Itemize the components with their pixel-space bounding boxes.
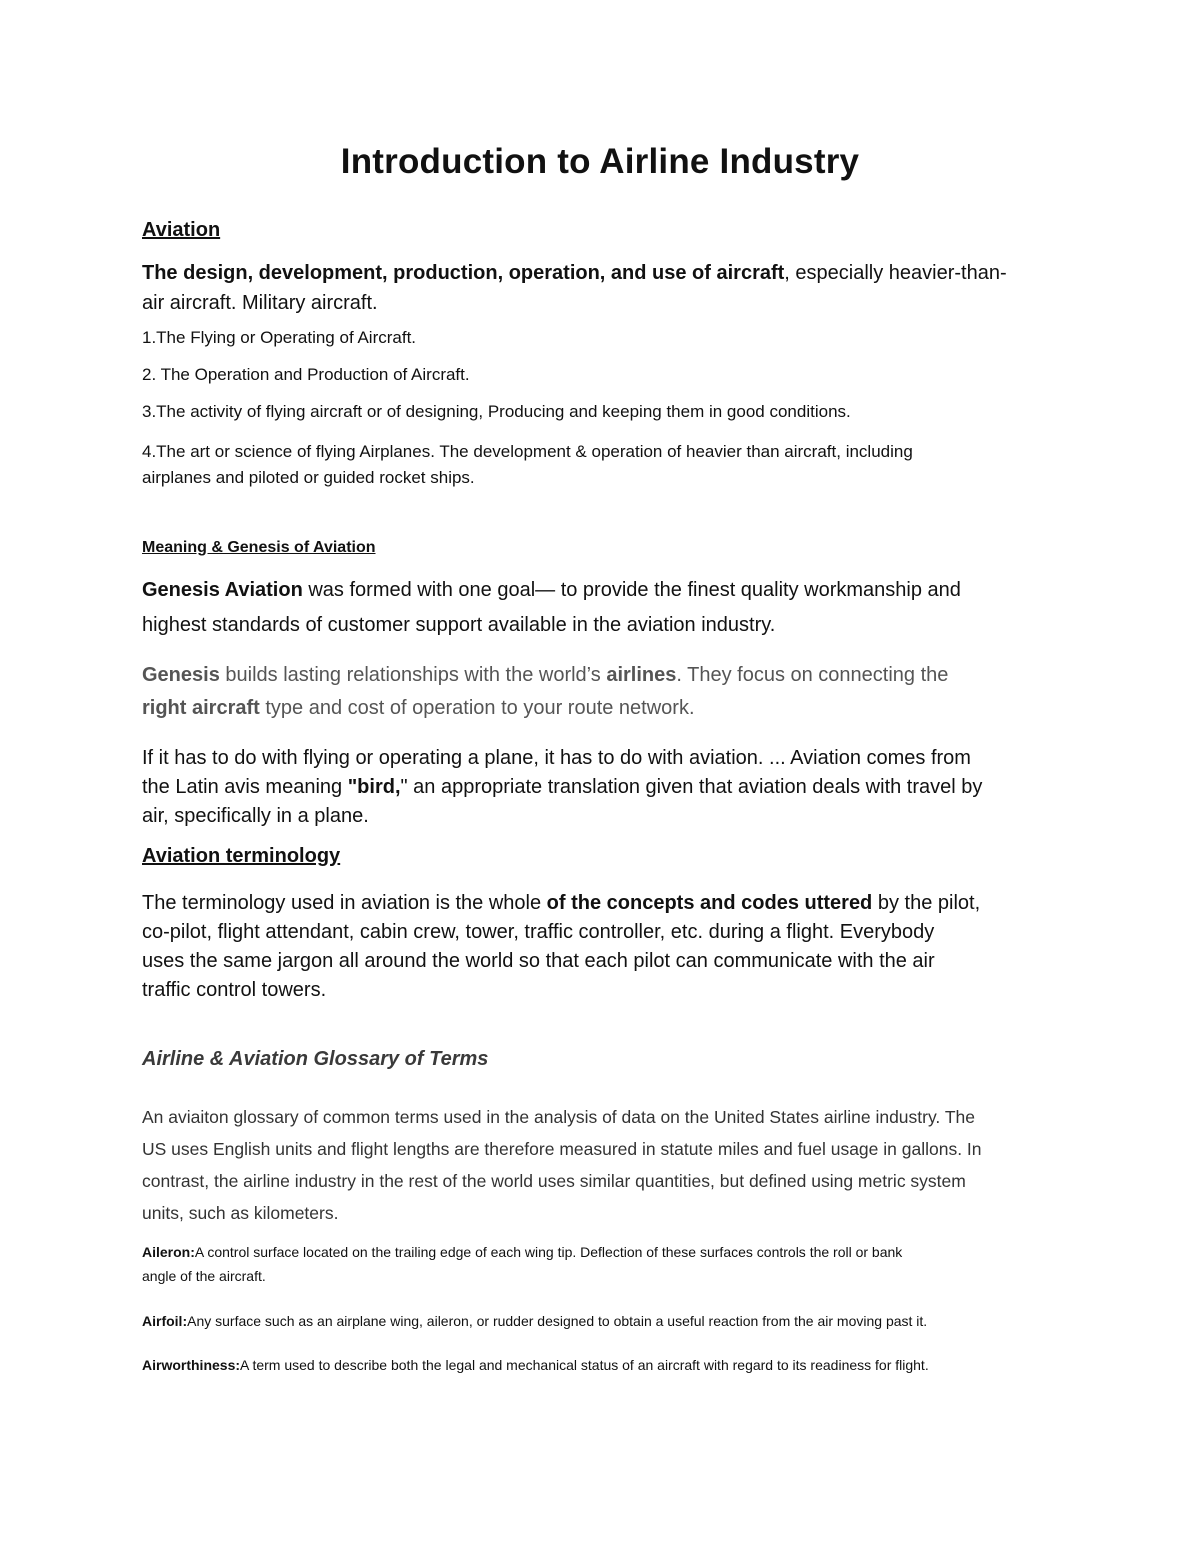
terminology-heading: Aviation terminology — [142, 845, 341, 867]
glossary-heading: Airline & Aviation Glossary of Terms — [142, 1048, 489, 1070]
aviation-definition-bold: The design, development, production, operation, and use of aircraft — [142, 262, 785, 284]
glossary-intro-line3: contrast, the airline industry in the rest of the world uses similar quantities, but defined using metric system — [142, 1171, 966, 1191]
aviation-item-4-line2: airplanes and piloted or guided rocket ships. — [142, 468, 475, 487]
meaning-paragraph-3 — [142, 744, 1062, 831]
term-aileron: Aileron: — [142, 1244, 195, 1260]
meaning-p3-line1: If it has to do with flying or operating a plane, it has to do with aviation. ... Aviation comes from — [142, 747, 971, 769]
aviation-item-2: 2. The Operation and Production of Aircraft. — [142, 365, 470, 384]
terminology-line1b: by the pilot, — [872, 892, 981, 914]
terminology-line3: uses the same jargon all around the world so that each pilot can communicate with the air — [142, 950, 935, 972]
term-airworthiness: Airworthiness: — [142, 1357, 241, 1373]
meaning-p3-line2a: the Latin avis meaning — [142, 776, 348, 798]
glossary-intro-line2: US uses English units and flight lengths are therefore measured in statute miles and fuel usage in gallons. In — [142, 1139, 982, 1159]
terminology-line2: co-pilot, flight attendant, cabin crew, tower, traffic controller, etc. during a flight. Everybody — [142, 921, 935, 943]
glossary-term-airfoil — [142, 1309, 1062, 1333]
glossary-intro-line1: An aviaiton glossary of common terms used in the analysis of data on the United States airline industry. The — [142, 1107, 975, 1127]
terminology-line4: traffic control towers. — [142, 979, 327, 1001]
aviation-heading: Aviation — [142, 219, 221, 241]
aviation-definition — [142, 258, 1062, 318]
aviation-item-4-line1: 4.The art or science of flying Airplanes. The development & operation of heavier than aircraft, including — [142, 442, 913, 461]
glossary-term-aileron — [142, 1240, 1062, 1288]
aviation-item-4 — [142, 439, 1062, 491]
terminology-line1a: The terminology used in aviation is the whole — [142, 892, 547, 914]
term-airfoil-def: Any surface such as an airplane wing, aileron, or rudder designed to obtain a useful reaction from the air moving past it. — [187, 1313, 928, 1329]
right-aircraft-bold: right aircraft — [142, 697, 260, 719]
meaning-p1-line2: highest standards of customer support available in the aviation industry. — [142, 614, 776, 636]
terminology-bold: of the concepts and codes uttered — [546, 892, 873, 914]
aviation-definition-rest: , especially heavier-than- — [784, 262, 1007, 284]
meaning-paragraph-2 — [142, 659, 1062, 725]
term-aileron-def: A control surface located on the trailing edge of each wing tip. Deflection of these surfaces controls the roll or bank — [194, 1244, 903, 1260]
bird-bold: "bird, — [347, 776, 401, 798]
meaning-p2-mid: builds lasting relationships with the world’s — [219, 664, 607, 686]
terminology-paragraph — [142, 889, 1062, 1005]
glossary-intro — [142, 1101, 1062, 1229]
glossary-term-airworthiness — [142, 1353, 1062, 1377]
meaning-p1-rest: was formed with one goal— to provide the finest quality workmanship and — [302, 579, 961, 601]
glossary-intro-line4: units, such as kilometers. — [142, 1203, 339, 1223]
aviation-item-3: 3.The activity of flying aircraft or of designing, Producing and keeping them in good conditions. — [142, 402, 851, 421]
meaning-p3-line3: air, specifically in a plane. — [142, 805, 369, 827]
airlines-bold: airlines — [606, 664, 677, 686]
term-airworthiness-def: A term used to describe both the legal and mechanical status of an aircraft with regard to its readiness for flight. — [240, 1357, 929, 1373]
genesis-bold: Genesis — [142, 664, 220, 686]
aviation-item-1: 1.The Flying or Operating of Aircraft. — [142, 328, 417, 347]
term-aileron-def2: angle of the aircraft. — [142, 1268, 266, 1284]
meaning-p3-line2b: " an appropriate translation given that aviation deals with travel by — [400, 776, 983, 798]
page-title: Introduction to Airline Industry — [340, 142, 860, 181]
meaning-paragraph-1 — [142, 573, 1062, 643]
meaning-p2-end: . They focus on connecting the — [676, 664, 949, 686]
term-airfoil: Airfoil: — [142, 1313, 188, 1329]
meaning-heading: Meaning & Genesis of Aviation — [142, 539, 376, 556]
genesis-aviation-bold: Genesis Aviation — [142, 579, 303, 601]
meaning-p2-line2-end: type and cost of operation to your route network. — [259, 697, 695, 719]
aviation-definition-line2: air aircraft. Military aircraft. — [142, 292, 378, 314]
